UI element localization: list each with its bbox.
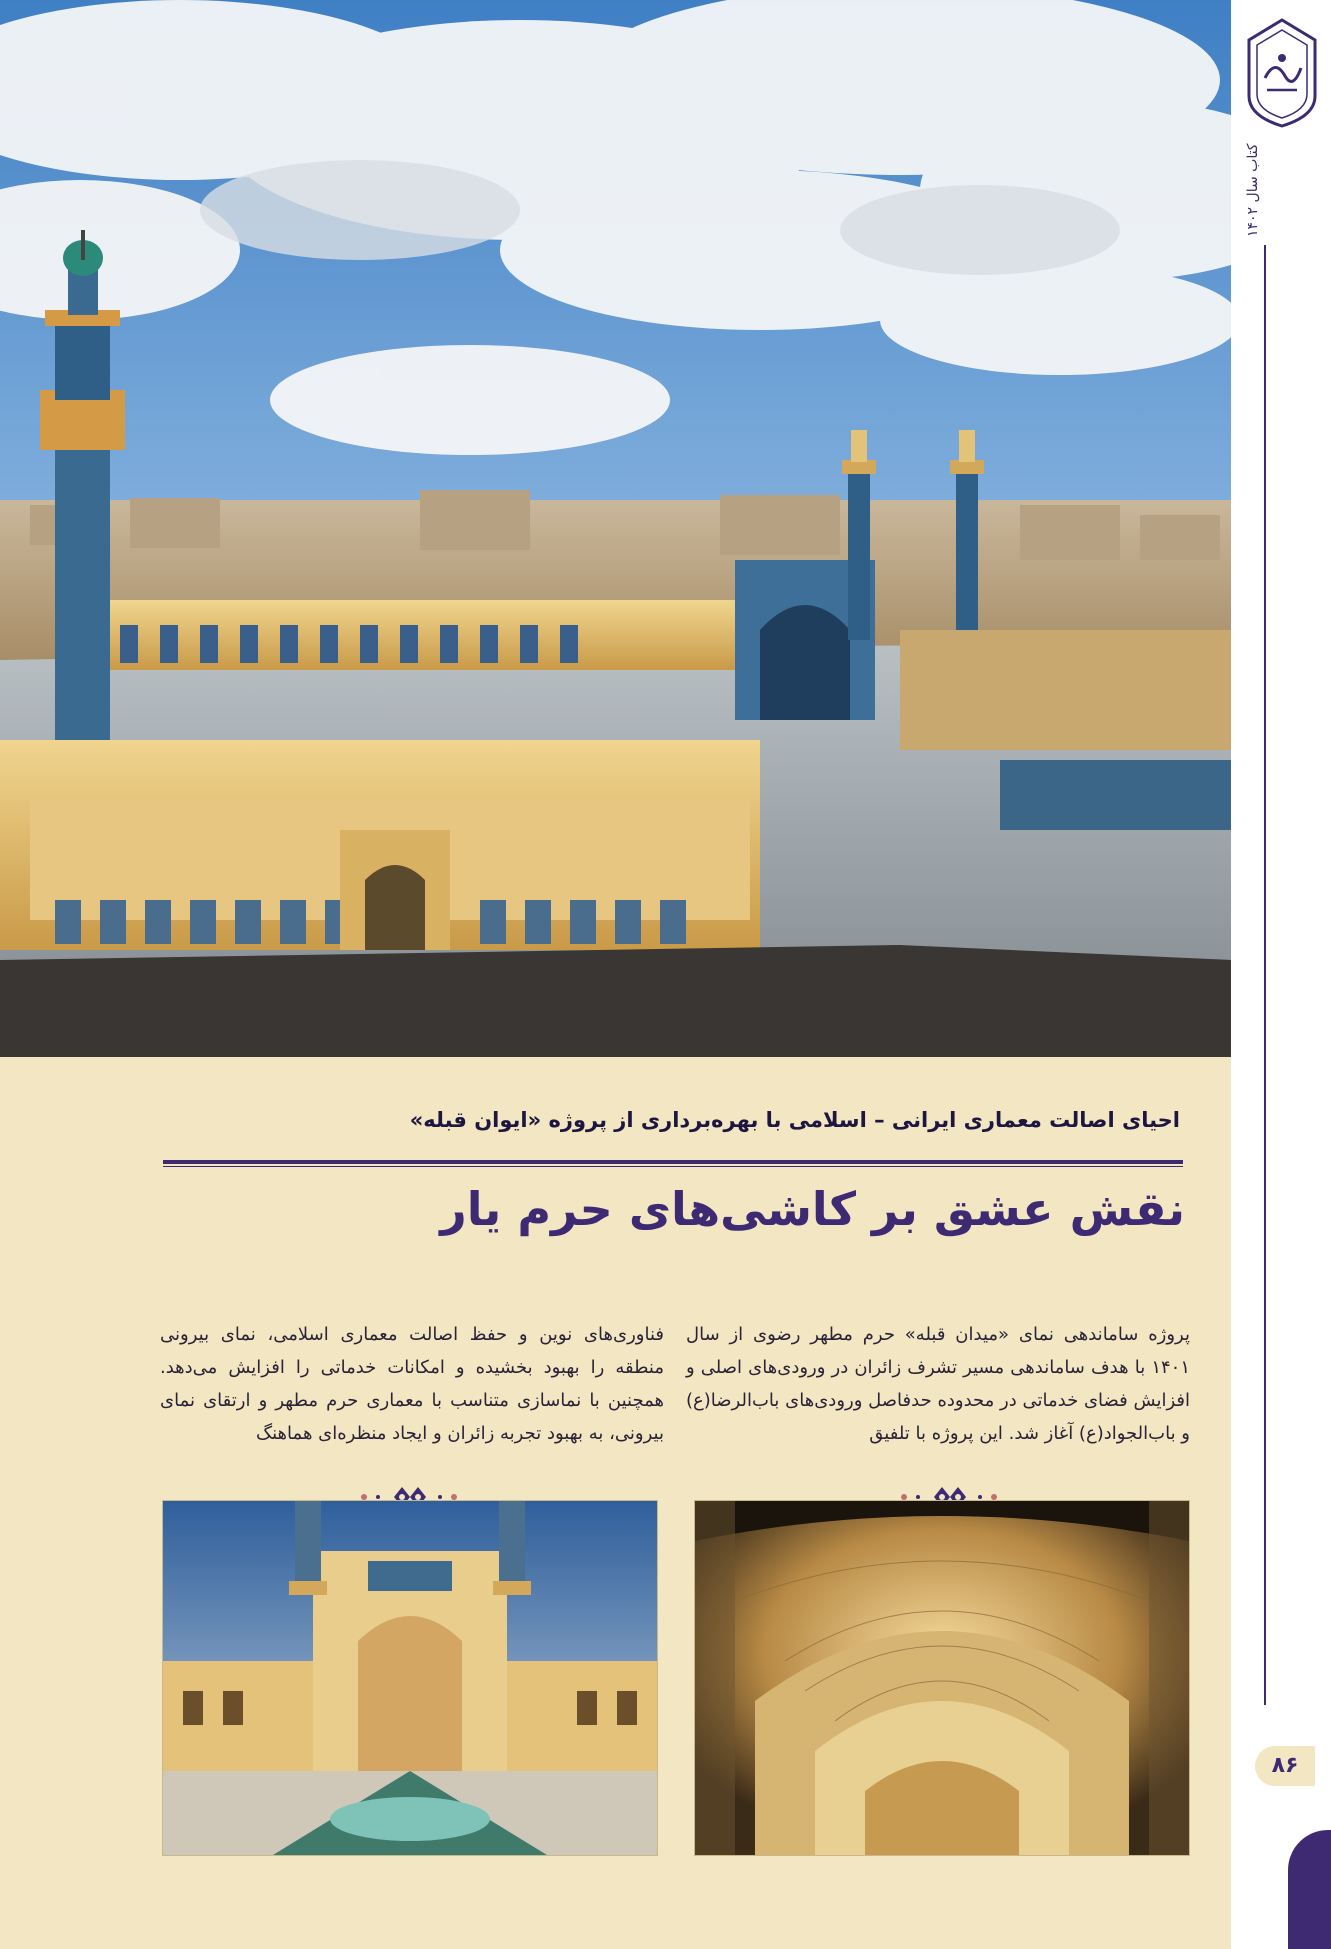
photo-iwan-muqarnas: [694, 1500, 1190, 1856]
heading-divider: [163, 1160, 1183, 1164]
photo-qibla-courtyard: [162, 1500, 658, 1856]
sidebar-caption: کتاب سال ۱۴۰۲: [1245, 143, 1261, 237]
courtyard-illustration: [163, 1501, 657, 1855]
iwan-muqarnas-illustration: [695, 1501, 1189, 1855]
page-sidebar: [1231, 0, 1331, 1949]
page-number: ۸۶: [1255, 1746, 1315, 1786]
article-headline: نقش عشق بر کاشی‌های حرم یار: [440, 1182, 1185, 1236]
heading-divider-thin: [163, 1166, 1183, 1167]
magazine-emblem-icon: [1243, 18, 1321, 128]
page-corner-tab: [1288, 1830, 1331, 1949]
sidebar-divider: [1264, 245, 1266, 1705]
body-column-left: فناوری‌های نوین و حفظ اصالت معماری اسلامی، نمای بیرونی منطقه را بهبود بخشیده و امکانات خدماتی را افزایش می‌دهد. همچنین با نماسازی متناسب با معماری حرم مطهر و ارتقای نمای بیرونی، به بهبود تجربه زائران و ایجاد منظره‌ای هماهنگ: [160, 1324, 664, 1444]
article-kicker: احیای اصالت معماری ایرانی – اسلامی با بهره‌برداری از پروژه «ایوان قبله»: [409, 1108, 1180, 1132]
body-column-right: پروژه ساماندهی نمای «میدان قبله» حرم مطهر رضوی از سال ۱۴۰۱ با هدف ساماندهی مسیر تشرف زائران در ورودی‌های اصلی و افزایش فضای خدماتی در محدوده حدفاصل ورودی‌های باب‌الرضا(ع) و باب‌الجواد(ع) آغاز شد. این پروژه با تلفیق: [686, 1324, 1190, 1444]
